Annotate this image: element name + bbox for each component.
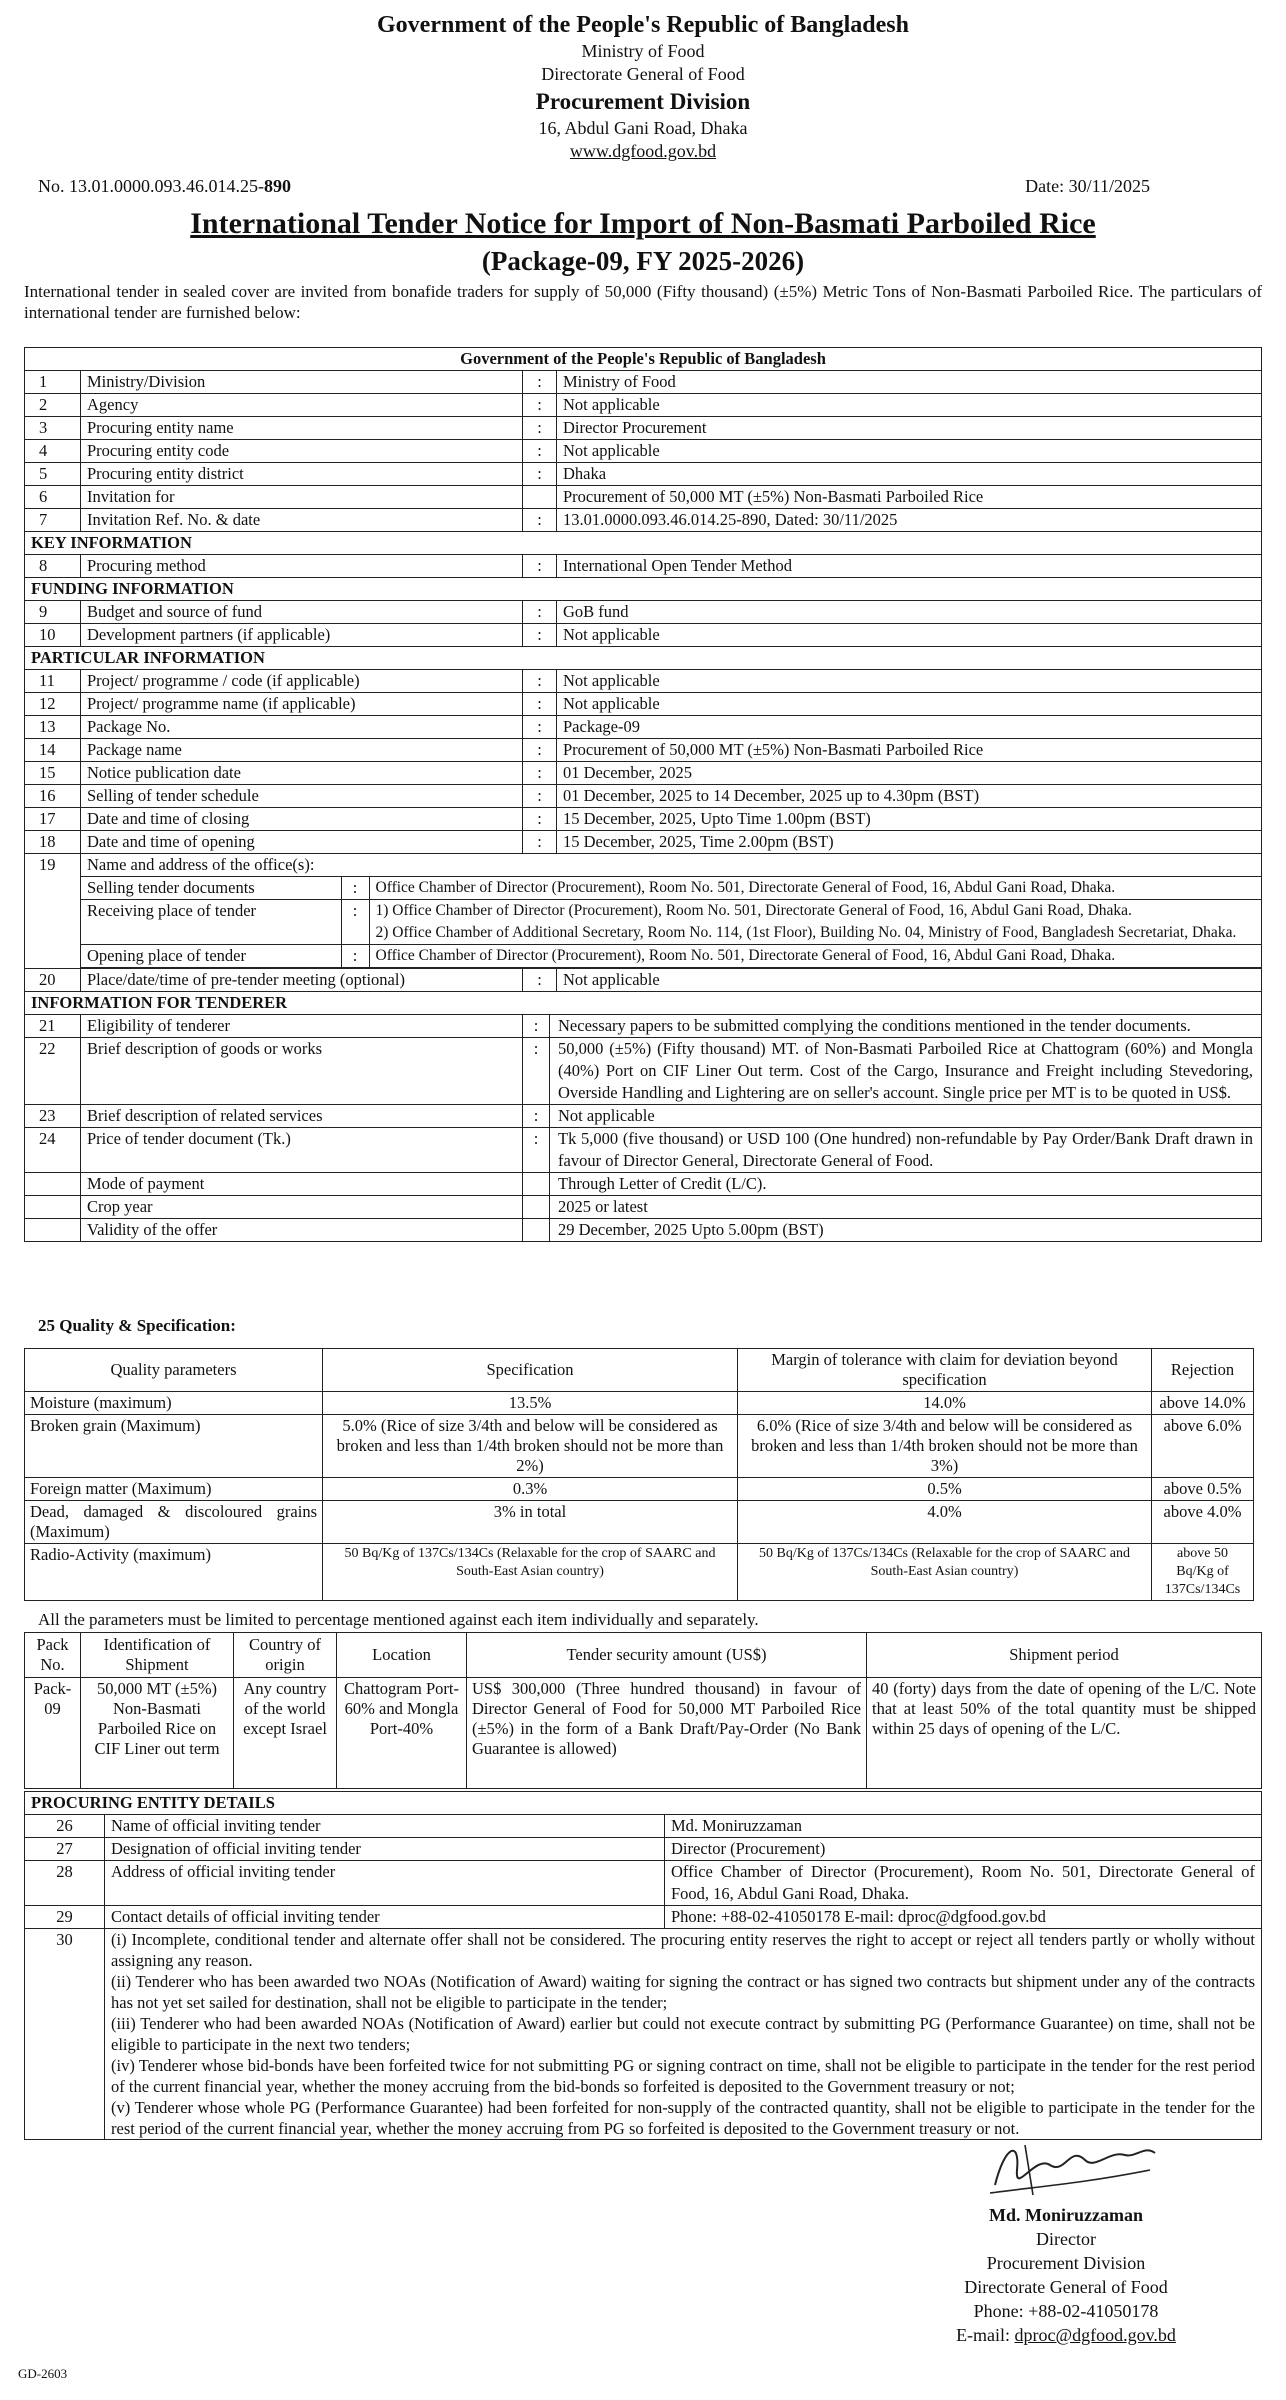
row-label: Address of official inviting tender (105, 1861, 665, 1906)
row-number: 9 (25, 601, 81, 624)
notice-subtitle: (Package-09, FY 2025-2026) (481, 246, 805, 276)
row-label: Budget and source of fund (81, 601, 523, 624)
row-value-cell (523, 1015, 1262, 1038)
row-separator: : (523, 808, 557, 831)
condition-item: (iii) Tenderer who had been awarded NOAs (Notification of Award) earlier but could not execute contract by submitting PG (Performance Guarantee) on time, shall not be eligible to participate in the next two tenders; (111, 2014, 1255, 2054)
row-number (25, 1196, 81, 1219)
shipment-location: Chattogram Port-60% and Mongla Port-40% (337, 1678, 467, 1789)
row-separator (523, 1219, 550, 1241)
row-label: Package name (81, 739, 523, 762)
column-header: Quality parameters (25, 1349, 323, 1392)
tolerance: 0.5% (738, 1478, 1152, 1501)
ministry: Ministry of Food (581, 41, 705, 61)
procuring-entity-heading: PROCURING ENTITY DETAILS (25, 1792, 1262, 1815)
column-header: Country of origin (234, 1633, 337, 1678)
row-value: Not applicable (557, 969, 1262, 992)
rejection: above 6.0% (1152, 1415, 1254, 1478)
section-row (25, 992, 1262, 1015)
quality-note: All the parameters must be limited to percentage mentioned against each item individually and separately. (38, 1610, 759, 1629)
row-value: Director Procurement (557, 417, 1262, 440)
quality-table (24, 1348, 1254, 1601)
shipment-security: US$ 300,000 (Three hundred thousand) in favour of Director General of Food for 50,000 MT Parboiled Rice (±5%) in the form of a Bank Draft/Pay-Order (No Bank Guarantee is allowed) (467, 1678, 867, 1789)
row-number: 2 (25, 394, 81, 417)
row-label: Crop year (81, 1196, 523, 1219)
table-row (25, 1219, 1262, 1242)
sub-value (369, 900, 1261, 945)
row-separator: : (523, 785, 557, 808)
condition-item: (i) Incomplete, conditional tender and alternate offer shall not be considered. The procuring entity reserves the right to accept or reject all tenders partly or wholly without assigning any reason. (111, 1930, 1255, 1970)
row-label: Brief description of goods or works (81, 1038, 523, 1105)
column-header: Location (337, 1633, 467, 1678)
shipment-country: Any country of the world except Israel (234, 1678, 337, 1789)
row-value: Director (Procurement) (665, 1838, 1262, 1861)
row-separator: : (523, 1038, 550, 1104)
table-row (25, 440, 1262, 463)
specification: 13.5% (323, 1392, 738, 1415)
row-separator: : (523, 969, 557, 992)
table-row (25, 831, 1262, 854)
conditions-cell (105, 1929, 1262, 2140)
email-link[interactable]: dproc@dgfood.gov.bd (1014, 2325, 1176, 2345)
table-row (25, 417, 1262, 440)
row-label: Procuring entity code (81, 440, 523, 463)
selling-row (81, 877, 1261, 900)
row-separator: : (523, 463, 557, 486)
row-separator: : (341, 877, 369, 900)
row-separator: : (523, 394, 557, 417)
row-value: International Open Tender Method (557, 555, 1262, 578)
condition-item: (ii) Tenderer who has been awarded two NOAs (Notification of Award) waiting for signing the contract or has signed two contracts but shipment under any of the contracts has not yet set sailed for destination, shall not be eligible to participate in the tender; (111, 1972, 1255, 2012)
signatory-phone: Phone: +88-02-41050178 (973, 2301, 1159, 2321)
row-separator: : (341, 945, 369, 968)
rejection: above 50 Bq/Kg of 137Cs/134Cs (1152, 1544, 1254, 1601)
table-row (25, 785, 1262, 808)
row-value: Phone: +88-02-41050178 E-mail: dproc@dgfood.gov.bd (665, 1906, 1262, 1929)
row-value: Not applicable (557, 670, 1262, 693)
row-value: Not applicable (557, 624, 1262, 647)
table-row (25, 762, 1262, 785)
row-value-cell (523, 1128, 1262, 1173)
row-label: Mode of payment (81, 1173, 523, 1196)
row-separator: : (523, 1105, 550, 1127)
row-number: 10 (25, 624, 81, 647)
tolerance: 50 Bq/Kg of 137Cs/134Cs (Relaxable for the crop of SAARC and South-East Asian country) (738, 1544, 1152, 1601)
conditions-row (25, 1929, 1262, 2140)
row-value-cell (523, 1105, 1262, 1128)
tenderer-information-heading: INFORMATION FOR TENDERER (25, 992, 1262, 1015)
row-value: Office Chamber of Director (Procurement), Room No. 501, Directorate General of Food, 16, Abdul Gani Road, Dhaka. (665, 1861, 1262, 1906)
row-number: 4 (25, 440, 81, 463)
table-row (25, 1128, 1262, 1173)
row-separator: : (523, 716, 557, 739)
row-separator: : (523, 417, 557, 440)
quality-parameter: Dead, damaged & discoloured grains (Maximum) (25, 1501, 323, 1544)
procuring-entity-table (24, 1791, 1262, 2140)
row-number: 12 (25, 693, 81, 716)
directorate: Directorate General of Food (541, 64, 745, 84)
division: Procurement Division (535, 89, 751, 114)
specification: 50 Bq/Kg of 137Cs/134Cs (Relaxable for the crop of SAARC and South-East Asian country) (323, 1544, 738, 1601)
office-address-cell (81, 854, 1262, 969)
row-label: Procuring method (81, 555, 523, 578)
row-label: Package No. (81, 716, 523, 739)
rejection: above 14.0% (1152, 1392, 1254, 1415)
website-link[interactable]: www.dgfood.gov.bd (569, 141, 717, 161)
row-value: Not applicable (557, 394, 1262, 417)
row-label: Selling of tender schedule (81, 785, 523, 808)
sub-value (369, 945, 1261, 968)
row-value: Procurement of 50,000 MT (±5%) Non-Basmati Parboiled Rice (557, 486, 1262, 509)
row-separator: : (523, 509, 557, 532)
table-heading-row (25, 348, 1262, 371)
table-row (25, 1906, 1262, 1929)
table-row (25, 1861, 1262, 1906)
table-row (25, 486, 1262, 509)
row-label: Ministry/Division (81, 371, 523, 394)
rejection: above 4.0% (1152, 1501, 1254, 1544)
table-row (25, 463, 1262, 486)
section-row (25, 532, 1262, 555)
table-row (25, 1815, 1262, 1838)
row-number: 22 (25, 1038, 81, 1105)
row-value: Ministry of Food (557, 371, 1262, 394)
row-label: Procuring entity district (81, 463, 523, 486)
column-header: Tender security amount (US$) (467, 1633, 867, 1678)
column-header: Specification (323, 1349, 738, 1392)
row-number: 28 (25, 1861, 105, 1906)
row-value-cell (523, 1173, 1262, 1196)
table-row (25, 1173, 1262, 1196)
table-heading: Government of the People's Republic of Bangladesh (25, 348, 1262, 371)
sub-label: Opening place of tender (81, 945, 341, 968)
row-label: Invitation for (81, 486, 523, 509)
shipment-ident: 50,000 MT (±5%) Non-Basmati Parboiled Rice on CIF Liner out term (81, 1678, 234, 1789)
quality-row (25, 1544, 1254, 1601)
sub-label: Receiving place of tender (81, 900, 341, 945)
row-value: Not applicable (557, 693, 1262, 716)
row-value-cell (523, 1219, 1262, 1242)
funding-information-heading: FUNDING INFORMATION (25, 578, 1262, 601)
row-number: 26 (25, 1815, 105, 1838)
row-number: 24 (25, 1128, 81, 1173)
row-separator (523, 1173, 550, 1195)
row-label: Development partners (if applicable) (81, 624, 523, 647)
row-label: Project/ programme name (if applicable) (81, 693, 523, 716)
row-separator: : (523, 670, 557, 693)
row-value: Through Letter of Credit (L/C). (558, 1174, 767, 1193)
row-separator: : (523, 693, 557, 716)
row-number (25, 1219, 81, 1242)
shipment-row (25, 1678, 1262, 1789)
signatory-name: Md. Moniruzzaman (989, 2205, 1143, 2225)
specification: 3% in total (323, 1501, 738, 1544)
row-number: 16 (25, 785, 81, 808)
signatory-division: Procurement Division (986, 2253, 1146, 2273)
column-header: Pack No. (25, 1633, 81, 1678)
row-number: 6 (25, 486, 81, 509)
quality-parameter: Moisture (maximum) (25, 1392, 323, 1415)
row-number: 13 (25, 716, 81, 739)
condition-item: (v) Tenderer whose whole PG (Performance Guarantee) had been forfeited for non-supply of the contracted quantity, shall not be eligible to participate in the tender for the rest period of the current financial year, whether the money accruing from PG so forfeited is deposited to the Government treasury or not. (111, 2098, 1255, 2138)
row-label: Name and address of the office(s): (87, 855, 315, 874)
row-number: 14 (25, 739, 81, 762)
row-number (25, 1173, 81, 1196)
intro-paragraph: International tender in sealed cover are invited from bonafide traders for supply of 50,000 (Fifty thousand) (±5%) Metric Tons of Non-Basmati Parboiled Rice. The particulars of international tender are furnished below: (24, 282, 1262, 322)
signatory-org: Directorate General of Food (964, 2277, 1168, 2297)
letterhead (0, 10, 1286, 163)
particular-information-heading: PARTICULAR INFORMATION (25, 647, 1262, 670)
row-value: GoB fund (557, 601, 1262, 624)
table-row (25, 1015, 1262, 1038)
row-value: Tk 5,000 (five thousand) or USD 100 (One hundred) non-refundable by Pay Order/Bank Draft drawn in favour of Director General, Directorate General of Food. (558, 1129, 1253, 1170)
quality-row (25, 1415, 1254, 1478)
row-separator: : (523, 762, 557, 785)
column-header: Identification of Shipment (81, 1633, 234, 1678)
row-number: 20 (25, 969, 81, 992)
signature-block (906, 2203, 1226, 2347)
row-number: 18 (25, 831, 81, 854)
signature-image (975, 2125, 1175, 2205)
row-separator: : (523, 739, 557, 762)
shipment-pack: Pack-09 (25, 1678, 81, 1789)
row-value: 15 December, 2025, Time 2.00pm (BST) (557, 831, 1262, 854)
row-label: Designation of official inviting tender (105, 1838, 665, 1861)
table-row (25, 808, 1262, 831)
row-label: Date and time of opening (81, 831, 523, 854)
notice-title: International Tender Notice for Import of Non-Basmati Parboiled Rice (190, 207, 1096, 240)
row-value: 01 December, 2025 to 14 December, 2025 up to 4.30pm (BST) (557, 785, 1262, 808)
tolerance: 6.0% (Rice of size 3/4th and below will be considered as broken and less than 1/4th broken should not be more than 3%) (738, 1415, 1152, 1478)
reference-number: No. 13.01.0000.093.46.014.25-890 (38, 176, 291, 196)
row-separator (523, 1196, 550, 1218)
tender-info-table (24, 347, 1262, 1242)
office-subtable (81, 876, 1261, 968)
row-number: 7 (25, 509, 81, 532)
table-row (25, 555, 1262, 578)
rejection: above 0.5% (1152, 1478, 1254, 1501)
row-number: 30 (25, 1929, 105, 2140)
row-number: 27 (25, 1838, 105, 1861)
address-line: 2) Office Chamber of Additional Secretary, Room No. 114, (1st Floor), Building No. 04, Ministry of Food, Bangladesh Secretariat, Dhaka. (375, 924, 1237, 941)
row-label: Procuring entity name (81, 417, 523, 440)
opening-row (81, 945, 1261, 968)
section-row (25, 647, 1262, 670)
address-line: Office Chamber of Director (Procurement), Room No. 501, Directorate General of Food, 16, Abdul Gani Road, Dhaka. (375, 947, 1116, 964)
quality-row (25, 1478, 1254, 1501)
row-value: 29 December, 2025 Upto 5.00pm (BST) (558, 1220, 824, 1239)
row-value: Package-09 (557, 716, 1262, 739)
row-separator: : (523, 1128, 550, 1172)
row-label: Brief description of related services (81, 1105, 523, 1128)
quality-parameter: Radio-Activity (maximum) (25, 1544, 323, 1601)
column-header: Rejection (1152, 1349, 1254, 1392)
row-value: Not applicable (558, 1106, 655, 1125)
condition-item: (iv) Tenderer whose bid-bonds have been forfeited twice for not submitting PG or signing contract on time, shall not be eligible to participate in the tender for the rest period of the current financial year, whether the money accruing from the bid-bonds so forfeited is deposited to the Government treasury or not; (111, 2056, 1255, 2096)
table-row (25, 601, 1262, 624)
govt-title: Government of the People's Republic of Bangladesh (377, 12, 909, 38)
row-number: 29 (25, 1906, 105, 1929)
row-label: Place/date/time of pre-tender meeting (optional) (81, 969, 523, 992)
row-value: 01 December, 2025 (557, 762, 1262, 785)
row-separator: : (341, 900, 369, 945)
address: 16, Abdul Gani Road, Dhaka (538, 118, 748, 138)
row-label: Date and time of closing (81, 808, 523, 831)
table-row (25, 394, 1262, 417)
table-row (25, 670, 1262, 693)
column-header: Margin of tolerance with claim for deviation beyond specification (738, 1349, 1152, 1392)
table-row (25, 1196, 1262, 1219)
row-number: 17 (25, 808, 81, 831)
signatory-email: E-mail: dproc@dgfood.gov.bd (956, 2325, 1176, 2345)
specification: 0.3% (323, 1478, 738, 1501)
row-value: Dhaka (557, 463, 1262, 486)
quality-parameter: Broken grain (Maximum) (25, 1415, 323, 1478)
table-row (25, 371, 1262, 394)
row-label: Price of tender document (Tk.) (81, 1128, 523, 1173)
table-row (25, 739, 1262, 762)
row-separator: : (523, 371, 557, 394)
row-number: 8 (25, 555, 81, 578)
office-address-row (25, 854, 1262, 969)
tolerance: 4.0% (738, 1501, 1152, 1544)
table-row (25, 693, 1262, 716)
row-value: 13.01.0000.093.46.014.25-890, Dated: 30/11/2025 (557, 509, 1262, 532)
shipment-period: 40 (forty) days from the date of opening of the L/C. Note that at least 50% of the total quantity must be shipped within 25 days of opening of the L/C. (867, 1678, 1262, 1789)
key-information-heading: KEY INFORMATION (25, 532, 1262, 555)
notice-date: Date: 30/11/2025 (1025, 176, 1150, 196)
section-row (25, 578, 1262, 601)
row-value: Not applicable (557, 440, 1262, 463)
shipment-header-row (25, 1633, 1262, 1678)
row-value: 50,000 (±5%) (Fifty thousand) MT. of Non-Basmati Parboiled Rice at Chattogram (60%) and Mongla (40%) Port on CIF Liner Out term. Cost of the Cargo, Insurance and Freight including Stevedoring, Overside Handling and Lightering are on seller's account. Single price per MT is to be quoted in US$. (558, 1039, 1253, 1102)
row-value-cell (523, 1038, 1262, 1105)
row-number: 15 (25, 762, 81, 785)
row-separator: : (523, 601, 557, 624)
row-number: 11 (25, 670, 81, 693)
tolerance: 14.0% (738, 1392, 1152, 1415)
row-separator: : (523, 555, 557, 578)
row-separator: : (523, 440, 557, 463)
table-row (25, 1838, 1262, 1861)
sub-value (369, 877, 1261, 900)
row-label: Project/ programme / code (if applicable) (81, 670, 523, 693)
table-row (25, 716, 1262, 739)
row-value-cell (523, 1196, 1262, 1219)
row-value: 2025 or latest (558, 1197, 648, 1216)
row-label: Name of official inviting tender (105, 1815, 665, 1838)
column-header: Shipment period (867, 1633, 1262, 1678)
quality-row (25, 1501, 1254, 1544)
row-value: Md. Moniruzzaman (665, 1815, 1262, 1838)
sub-label: Selling tender documents (81, 877, 341, 900)
row-label: Eligibility of tenderer (81, 1015, 523, 1038)
shipment-table (24, 1632, 1262, 1789)
section-row (25, 1792, 1262, 1815)
row-number: 19 (25, 854, 81, 969)
quality-heading: 25 Quality & Specification: (38, 1316, 236, 1335)
signatory-title: Director (1036, 2229, 1096, 2249)
row-number: 3 (25, 417, 81, 440)
table-row (25, 1105, 1262, 1128)
row-label: Contact details of official inviting tender (105, 1906, 665, 1929)
row-label: Invitation Ref. No. & date (81, 509, 523, 532)
row-label: Agency (81, 394, 523, 417)
row-separator: : (523, 624, 557, 647)
row-value: Necessary papers to be submitted complying the conditions mentioned in the tender documents. (558, 1016, 1191, 1035)
quality-header-row (25, 1349, 1254, 1392)
receiving-row (81, 900, 1261, 945)
footer-code: GD-2603 (18, 2366, 68, 2381)
table-row (25, 509, 1262, 532)
row-number: 5 (25, 463, 81, 486)
quality-row (25, 1392, 1254, 1415)
table-row (25, 1038, 1262, 1105)
table-row (25, 624, 1262, 647)
table-row (25, 969, 1262, 992)
row-value: Procurement of 50,000 MT (±5%) Non-Basmati Parboiled Rice (557, 739, 1262, 762)
row-number: 23 (25, 1105, 81, 1128)
row-separator: : (523, 1015, 550, 1037)
specification: 5.0% (Rice of size 3/4th and below will be considered as broken and less than 1/4th broken should not be more than 2%) (323, 1415, 738, 1478)
address-line: 1) Office Chamber of Director (Procurement), Room No. 501, Directorate General of Food, 16, Abdul Gani Road, Dhaka. (375, 902, 1132, 919)
row-label: Validity of the offer (81, 1219, 523, 1242)
address-line: Office Chamber of Director (Procurement), Room No. 501, Directorate General of Food, 16, Abdul Gani Road, Dhaka. (375, 879, 1116, 896)
row-separator: : (523, 831, 557, 854)
row-number: 1 (25, 371, 81, 394)
row-number: 21 (25, 1015, 81, 1038)
row-value: 15 December, 2025, Upto Time 1.00pm (BST) (557, 808, 1262, 831)
row-label: Notice publication date (81, 762, 523, 785)
row-separator (523, 486, 557, 509)
quality-parameter: Foreign matter (Maximum) (25, 1478, 323, 1501)
